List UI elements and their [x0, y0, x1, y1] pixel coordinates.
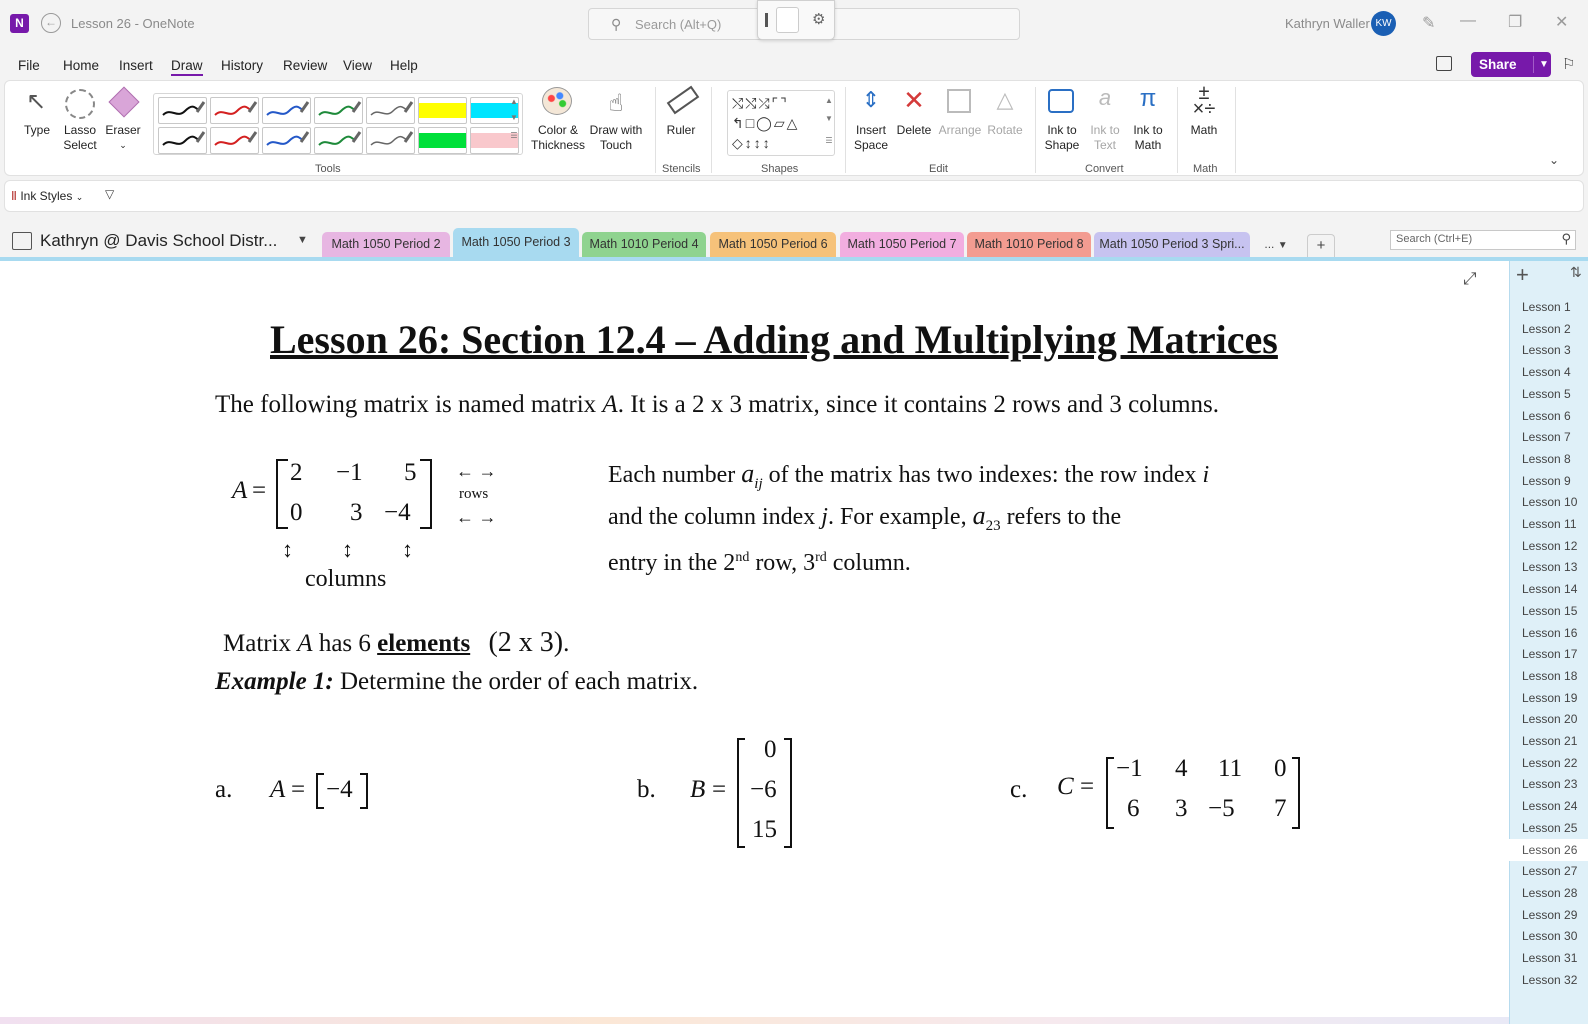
ribbon-divider	[711, 87, 712, 173]
pen-stroke-icon	[367, 98, 414, 123]
rotate-icon: △	[996, 87, 1014, 112]
onenote-logo-icon: N	[10, 14, 29, 33]
math-group-label: Math	[1193, 163, 1218, 175]
expand-icon[interactable]: ⤢	[1463, 269, 1477, 288]
page-list-item[interactable]: Lesson 18	[1522, 668, 1578, 683]
cols-count: 3	[1109, 391, 1122, 418]
ink-to-shape-button[interactable]: Ink to Shape	[1044, 123, 1080, 152]
pen-swatch-highlighter[interactable]	[418, 97, 467, 124]
menu-insert[interactable]: Insert	[119, 58, 153, 73]
row-arrow: ← →	[456, 507, 497, 527]
menu-home[interactable]: Home	[63, 58, 100, 73]
feedback-icon[interactable]: ⚐	[1562, 56, 1576, 73]
text: .	[563, 630, 570, 657]
pen-swatch[interactable]	[776, 7, 799, 33]
left-bracket	[1106, 757, 1114, 829]
page-list-item[interactable]: Lesson 2	[1522, 321, 1571, 336]
rows-count: 2	[993, 391, 1006, 418]
gallery-up-icon[interactable]: ▲	[510, 97, 518, 106]
matrix-cell: 2	[290, 459, 303, 486]
gallery-more-icon[interactable]: ☰	[510, 131, 518, 140]
page-list-item[interactable]: Lesson 5	[1522, 386, 1571, 401]
intro-text: rows and	[1012, 391, 1110, 418]
page-list-item[interactable]: Lesson 13	[1522, 560, 1578, 575]
notebook-name[interactable]: Kathryn @ Davis School Distr...	[40, 231, 278, 250]
gear-icon[interactable]: ⚙	[812, 11, 826, 28]
avatar[interactable]: KW	[1371, 11, 1396, 36]
page-list-item[interactable]: Lesson 10	[1522, 495, 1578, 510]
page-list-item[interactable]: Lesson 22	[1522, 755, 1578, 770]
matrix-cell: 0	[1274, 755, 1287, 782]
more-label: ...	[1264, 237, 1275, 251]
chevron-down-icon: ▼	[1277, 240, 1288, 251]
matrix-cell: 6	[1127, 795, 1140, 822]
shapes-group-label: Shapes	[761, 163, 799, 175]
delete-icon[interactable]: ✕	[903, 85, 925, 115]
matrix-cell: 0	[290, 499, 303, 526]
intro-text: . It is a	[617, 391, 692, 418]
page-list-item[interactable]: Lesson 14	[1522, 582, 1578, 597]
menu-review[interactable]: Review	[283, 58, 328, 73]
a-var: a	[972, 500, 986, 530]
row-arrow: ← →	[456, 461, 497, 481]
close-icon[interactable]: ✕	[1555, 14, 1569, 31]
active-menu-indicator	[171, 74, 203, 76]
intro-text: columns.	[1128, 391, 1220, 418]
page-list-item[interactable]: Lesson 23	[1522, 777, 1578, 792]
pen-swatch-pencil[interactable]	[366, 127, 415, 154]
pen-swatch-pen[interactable]	[210, 97, 259, 124]
chevron-down-icon[interactable]: ▼	[297, 234, 308, 246]
note-canvas[interactable]	[0, 261, 1509, 1024]
matrix-cell: 4	[1175, 755, 1188, 782]
column-arrow: ↕	[282, 537, 293, 562]
color-thickness-button[interactable]: Color & Thickness	[530, 123, 586, 152]
matrix-cell: 0	[764, 736, 777, 763]
gallery-more-icon[interactable]: ☰	[825, 136, 833, 145]
page-list-item[interactable]: Lesson 7	[1522, 430, 1571, 445]
matrix-cell: 5	[404, 459, 417, 486]
matrix-cell: −1	[336, 459, 363, 486]
matrix-cell: −5	[1208, 795, 1235, 822]
equals-sign: =	[252, 477, 267, 504]
matrix-var: A	[602, 391, 618, 418]
matrix-cell: −4	[326, 776, 353, 803]
ij-subscript: ij	[754, 475, 763, 492]
page-list-item[interactable]: Lesson 8	[1522, 451, 1571, 466]
page-list-item[interactable]: Lesson 25	[1522, 820, 1578, 835]
ruler-button[interactable]: Ruler	[666, 123, 696, 137]
section-tab[interactable]: Math 1050 Period 3 Spri...	[1094, 232, 1250, 258]
equals-sign: =	[712, 776, 727, 803]
document-title: Lesson 26 - OneNote	[71, 16, 195, 31]
eraser-button[interactable]: Eraser	[105, 123, 141, 137]
page-heading: Lesson 26: Section 12.4 – Adding and Multiplying Matrices	[270, 317, 1278, 362]
ribbon-divider	[1235, 87, 1236, 173]
page-list-item[interactable]: Lesson 1	[1522, 300, 1571, 314]
order-paren: (2 x 3)	[488, 627, 564, 658]
sort-icon[interactable]: ⇅	[1570, 264, 1582, 280]
customize-toolbar-icon[interactable]: ▽	[105, 187, 115, 201]
ink-styles-button[interactable]	[11, 189, 83, 203]
text: Each number	[608, 462, 742, 488]
insert-space-icon[interactable]: ⇕	[861, 87, 881, 112]
ink-styles-label: Ink Styles	[20, 189, 73, 203]
ribbon-divider	[655, 87, 656, 173]
ribbon-divider	[1035, 87, 1036, 173]
text: row, 3	[749, 549, 816, 576]
plus-icon[interactable]: +	[1516, 262, 1529, 287]
page-list-item[interactable]: Lesson 31	[1522, 951, 1578, 965]
matrix-cell: 7	[1274, 795, 1287, 822]
text: has 6	[312, 630, 378, 657]
pen-stroke-icon	[367, 128, 414, 153]
page-list-item[interactable]: Lesson 26	[1509, 839, 1588, 861]
page-list-item[interactable]: Lesson 19	[1522, 690, 1578, 705]
menu-file[interactable]: File	[18, 58, 40, 73]
columns-label: columns	[305, 566, 387, 592]
right-bracket	[420, 459, 432, 529]
gallery-up-icon[interactable]: ▲	[825, 96, 833, 105]
pen-stroke-icon	[211, 98, 258, 123]
matrix-cell: 11	[1218, 755, 1243, 782]
rotate-button: Rotate	[987, 123, 1023, 137]
section-tab[interactable]: Math 1050 Period 3	[453, 228, 579, 258]
pen-swatch-pen[interactable]	[314, 127, 363, 154]
i-var: i	[1202, 462, 1210, 488]
page-list-item[interactable]: Lesson 11	[1522, 517, 1577, 531]
search-icon: ⚲	[611, 16, 622, 32]
superscript: nd	[735, 549, 750, 565]
gallery-down-icon[interactable]: ▼	[510, 113, 518, 122]
share-label: Share	[1479, 57, 1517, 72]
add-section-button[interactable]: +	[1307, 234, 1335, 258]
insert-space-button[interactable]: Insert Space	[853, 123, 889, 152]
text: refers to the	[1000, 503, 1122, 530]
text: Matrix	[223, 630, 298, 657]
back-button[interactable]: ←	[41, 13, 61, 33]
text: of the matrix has two indexes: the row index	[762, 462, 1203, 488]
shapes-gallery	[727, 90, 835, 156]
type-button[interactable]: Type	[23, 123, 50, 137]
lasso-icon[interactable]	[65, 89, 95, 119]
column-arrow: ↕	[342, 537, 353, 562]
section-tab[interactable]: Math 1050 Period 2	[322, 232, 450, 258]
pen-stroke-icon	[315, 98, 362, 123]
section-tab[interactable]: Math 1050 Period 7	[840, 232, 964, 258]
pen-stroke-icon	[263, 98, 310, 123]
left-bracket	[316, 773, 324, 809]
dims-value: 2 x 3	[692, 391, 742, 418]
page-search-input[interactable]	[1390, 230, 1576, 250]
stencils-group-label: Stencils	[662, 163, 701, 175]
title-bar	[0, 0, 1588, 48]
matrix-var: A	[297, 630, 313, 657]
page-list-item[interactable]: Lesson 20	[1522, 712, 1578, 727]
problem-label: c.	[1010, 776, 1028, 803]
pen-swatch-pen[interactable]	[158, 127, 207, 154]
text: . For example,	[827, 503, 973, 530]
a-var: a	[741, 459, 755, 488]
delete-button[interactable]: Delete	[896, 123, 932, 137]
left-bracket	[737, 738, 745, 848]
problem-label: a.	[215, 776, 233, 803]
ink-to-text-button: Ink to Text	[1090, 123, 1120, 152]
page-list-item[interactable]: Lesson 27	[1522, 864, 1578, 879]
intro-paragraph	[215, 391, 1219, 419]
share-button[interactable]	[1471, 52, 1551, 77]
left-bracket	[276, 459, 288, 529]
page-list-item[interactable]: Lesson 9	[1522, 473, 1571, 488]
intro-text: matrix, since it contains	[748, 391, 994, 418]
notebook-icon[interactable]	[1436, 56, 1452, 71]
subscript-23: 23	[985, 517, 1001, 534]
matrix-cell: −6	[750, 776, 777, 803]
page-list-item[interactable]: Lesson 16	[1522, 625, 1578, 640]
intro-text: The following matrix is named matrix	[215, 391, 603, 418]
pen-swatch-pencil[interactable]	[366, 97, 415, 124]
menu-history[interactable]: History	[221, 58, 264, 73]
index-line-2	[608, 500, 1209, 542]
draw-ribbon	[4, 80, 1584, 176]
palette-icon[interactable]	[542, 87, 572, 115]
search-placeholder: Search (Alt+Q)	[635, 17, 722, 32]
chevron-down-icon[interactable]: ⌄	[119, 140, 127, 150]
pen-stroke-icon	[159, 128, 206, 153]
elements-term: elements	[377, 630, 471, 657]
ribbon-divider	[845, 87, 846, 173]
arrange-button: Arrange	[938, 123, 982, 137]
menu-help[interactable]: Help	[390, 58, 418, 73]
page-list-item[interactable]: Lesson 4	[1522, 365, 1571, 380]
shapes-icons[interactable]: ⤭⤭⤮⌜⌝ ↰□◯▱△ ◇↕↕↕	[732, 95, 800, 151]
ink-to-math-icon[interactable]: π	[1139, 85, 1157, 112]
matrix-name: B	[690, 776, 706, 803]
pen-stroke-icon	[211, 128, 258, 153]
page-list-item[interactable]: Lesson 32	[1522, 972, 1578, 987]
example-label: Example 1:	[215, 668, 334, 695]
chevron-down-icon: ⌄	[75, 192, 84, 202]
tools-group-label: Tools	[315, 163, 341, 175]
chevron-down-icon[interactable]: ⌄	[1549, 153, 1560, 167]
pen-stroke-icon	[315, 128, 362, 153]
section-tab[interactable]: Math 1010 Period 8	[967, 232, 1091, 258]
rows-label: rows	[459, 486, 489, 502]
text: column.	[826, 549, 911, 576]
section-tabs-bar	[0, 224, 1588, 258]
page-list-item[interactable]: Lesson 21	[1522, 734, 1578, 748]
index-explanation	[608, 458, 1209, 579]
matrix-cell: −4	[384, 499, 411, 526]
gallery-down-icon[interactable]: ▼	[825, 114, 833, 123]
convert-group-label: Convert	[1085, 163, 1124, 175]
right-bracket	[784, 738, 792, 848]
text: entry in the 2	[608, 549, 736, 576]
minimize-icon[interactable]: —	[1460, 12, 1476, 29]
ink-styles-bar	[4, 180, 1584, 212]
page-list-item[interactable]: Lesson 24	[1522, 799, 1578, 814]
matrix-name: A	[270, 776, 286, 803]
lasso-select-button[interactable]: Lasso Select	[63, 123, 97, 152]
bottom-strip	[0, 1017, 1509, 1024]
index-line-1	[608, 458, 1209, 500]
pen-swatch-highlighter[interactable]	[418, 127, 467, 154]
page-list-item[interactable]: Lesson 3	[1522, 343, 1571, 358]
type-icon[interactable]: ↖	[25, 88, 47, 115]
matrix-name: A	[232, 477, 248, 504]
page-search-placeholder: Search (Ctrl+E)	[1396, 233, 1473, 245]
touch-hand-icon[interactable]: ☝	[608, 90, 624, 117]
math-button[interactable]: Math	[1190, 123, 1218, 137]
ink-to-math-button[interactable]: Ink to Math	[1133, 123, 1163, 152]
pen-icon[interactable]: ✎	[1422, 15, 1436, 32]
more-sections-button[interactable]	[1253, 232, 1299, 258]
column-arrow: ↕	[402, 537, 413, 562]
matrix-cell: 3	[350, 499, 363, 526]
example-line	[215, 668, 698, 696]
pen-stroke-icon	[263, 128, 310, 153]
restore-icon[interactable]: ❐	[1508, 14, 1523, 31]
elements-line	[223, 627, 569, 659]
search-icon: ⚲	[1561, 231, 1571, 246]
ink-styles-icon: ‖	[11, 189, 17, 203]
matrix-cell: 15	[752, 816, 777, 843]
right-bracket	[360, 773, 368, 809]
pen-stroke-icon	[159, 98, 206, 123]
j-var: j	[821, 503, 828, 530]
equals-sign: =	[291, 776, 306, 803]
section-tab[interactable]: Math 1050 Period 6	[710, 232, 836, 258]
pen-swatch-pen[interactable]	[210, 127, 259, 154]
pen-swatch-pen[interactable]	[314, 97, 363, 124]
user-name[interactable]: Kathryn Waller	[1285, 16, 1370, 31]
index-line-3	[608, 542, 1209, 579]
menu-bar	[0, 50, 1588, 80]
pen-swatch-pen[interactable]	[262, 97, 311, 124]
superscript: rd	[815, 549, 827, 565]
matrix-cell: −1	[1116, 755, 1143, 782]
page-list-item[interactable]: Lesson 17	[1522, 647, 1578, 662]
menu-draw[interactable]: Draw	[171, 58, 203, 73]
math-operators-icon[interactable]: ± ×÷	[1192, 82, 1216, 120]
floating-pen-toolbox[interactable]	[757, 0, 835, 40]
page-list-item[interactable]: Lesson 30	[1522, 929, 1578, 944]
page-list-item[interactable]: Lesson 29	[1522, 907, 1578, 922]
menu-view[interactable]: View	[343, 58, 373, 73]
matrix-cell: 3	[1175, 795, 1188, 822]
right-bracket	[1292, 757, 1300, 829]
eraser-icon[interactable]	[108, 86, 139, 117]
equals-sign: =	[1080, 773, 1095, 800]
ink-to-shape-icon[interactable]	[1048, 89, 1074, 113]
edit-group-label: Edit	[929, 163, 948, 175]
pen-swatch-pen[interactable]	[158, 97, 207, 124]
ruler-icon[interactable]	[667, 86, 700, 115]
example-text: Determine the order of each matrix.	[340, 668, 699, 695]
problem-label: b.	[637, 776, 656, 803]
page-list-item[interactable]: Lesson 15	[1522, 603, 1578, 618]
matrix-name: C	[1057, 773, 1074, 800]
page-list-item[interactable]: Lesson 12	[1522, 538, 1578, 553]
ink-to-text-icon: a	[1098, 85, 1112, 110]
page-list-item[interactable]: Lesson 28	[1522, 885, 1578, 900]
section-tab[interactable]: Math 1010 Period 4	[582, 232, 706, 258]
pens-gallery	[153, 93, 523, 155]
ribbon-divider	[1177, 87, 1178, 173]
pen-tool-icon[interactable]	[765, 13, 768, 27]
arrange-icon	[947, 89, 971, 113]
page-list-item[interactable]: Lesson 6	[1522, 408, 1571, 423]
pen-swatch-pen[interactable]	[262, 127, 311, 154]
chevron-down-icon[interactable]: ▼	[1533, 56, 1549, 73]
draw-with-touch-button[interactable]: Draw with Touch	[589, 123, 643, 152]
text: and the column index	[608, 503, 822, 530]
